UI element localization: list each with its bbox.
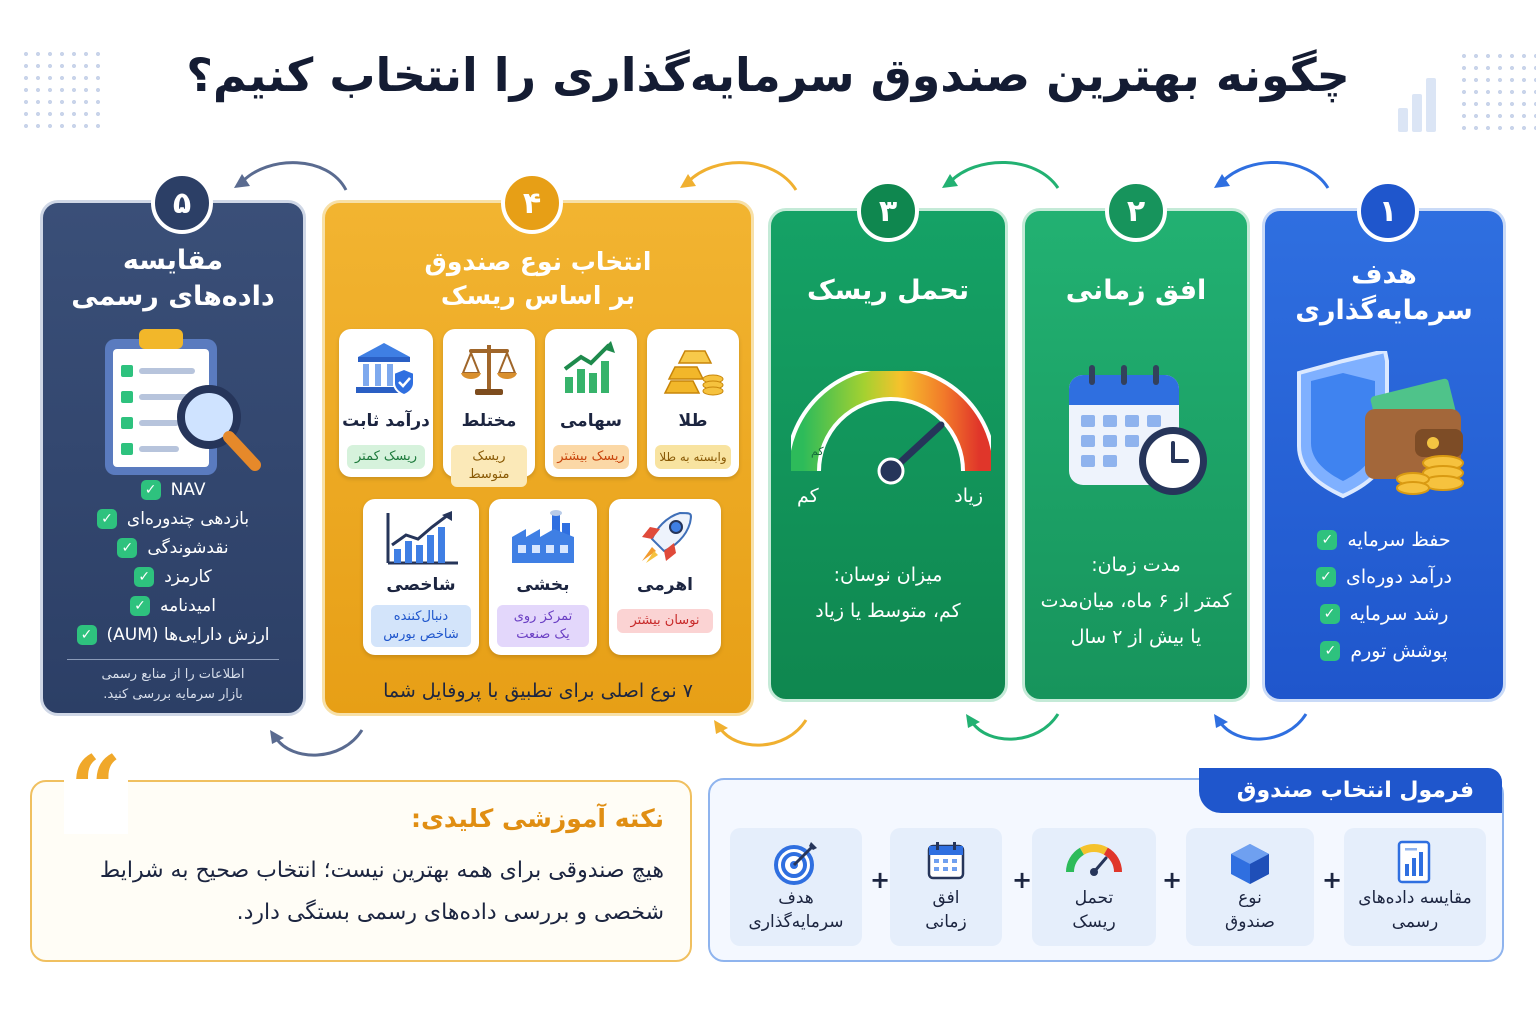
formula-item-goal	[730, 828, 862, 946]
list-item: رشد سرمایه ✓	[1265, 595, 1503, 632]
step-3-label: میزان نوسان:	[833, 564, 943, 586]
step-4-title: انتخاب نوع صندوق بر اساس ریسک	[424, 247, 652, 310]
fund-card-leveraged	[609, 499, 721, 655]
plus-sign: +	[1162, 866, 1183, 894]
page-title: چگونه بهترین صندوق سرمایه‌گذاری را انتخاب کنیم؟	[186, 48, 1350, 102]
fund-card-mixed	[443, 329, 535, 482]
fund-tag: ریسک بیشتر	[553, 445, 629, 469]
step-2-text: کمتر از ۶ ماه، میان‌مدت یا بیش از ۲ سال	[1040, 590, 1232, 648]
step-1-title: هدف سرمایه‌گذاری	[1295, 259, 1473, 326]
step-3-badge: ۳	[857, 180, 919, 242]
plus-sign: +	[870, 866, 891, 894]
fund-tag: تمرکز روی یک صنعت	[497, 605, 589, 647]
key-note-title: نکته آموزشی کلیدی:	[411, 804, 664, 833]
key-note-body: هیچ صندوقی برای همه بهترین نیست؛ انتخاب صحیح به شرایط شخصی و بررسی داده‌های رسمی بستگی دارد.	[99, 858, 664, 925]
clipboard-search-icon	[95, 325, 265, 479]
bank-shield-icon	[354, 339, 418, 397]
check-icon: ✓	[1316, 567, 1336, 587]
step-4-footer: ۷ نوع اصلی برای تطبیق با پروفایل شما	[383, 680, 693, 702]
fund-tag: ریسک متوسط	[451, 445, 527, 487]
formula-item-label: نوع صندوق	[1225, 888, 1275, 932]
step-2-card	[1022, 208, 1250, 702]
calendar-clock-icon	[1065, 361, 1215, 501]
rocket-icon	[634, 507, 696, 569]
fund-name: بخشی	[516, 575, 570, 595]
step-5-card	[40, 200, 306, 716]
formula-item-label: هدف سرمایه‌گذاری	[748, 888, 844, 932]
arrow-3-to-4-icon	[674, 150, 804, 200]
fund-card-index	[363, 499, 479, 655]
quote-icon: “	[64, 744, 128, 834]
plus-sign: +	[1012, 866, 1033, 894]
plus-sign: +	[1322, 866, 1343, 894]
check-icon: ✓	[77, 625, 97, 645]
check-icon: ✓	[97, 509, 117, 529]
step-2-title: افق زمانی	[1065, 275, 1207, 306]
step-2-label: مدت زمان:	[1091, 554, 1181, 576]
step-3-card	[768, 208, 1008, 702]
cube-icon	[1227, 840, 1273, 886]
fund-card-equity	[545, 329, 637, 477]
list-item: امیدنامه ✓	[43, 591, 303, 620]
arrow-bottom-3-icon	[706, 712, 816, 752]
step-4-badge: ۴	[501, 172, 563, 234]
fund-tag: وابسته به طلا	[655, 445, 731, 469]
list-item: ارزش دارایی‌ها (AUM) ✓	[43, 620, 303, 649]
check-icon: ✓	[1320, 641, 1340, 661]
step-1-badge: ۱	[1357, 180, 1419, 242]
fund-card-gold	[647, 329, 739, 477]
target-icon	[773, 840, 819, 886]
arrow-1-to-2-icon	[1208, 150, 1338, 200]
fund-tag: ریسک کمتر	[347, 445, 425, 469]
factory-icon	[508, 509, 578, 567]
scale-icon	[457, 339, 521, 397]
formula-item-label: افق زمانی	[925, 888, 967, 932]
fund-name: درآمد ثابت	[342, 411, 430, 431]
step-1-card	[1262, 208, 1506, 702]
formula-item-horizon	[890, 828, 1002, 946]
list-item: کارمزد ✓	[43, 562, 303, 591]
divider	[67, 659, 279, 660]
step-5-note: اطلاعات را از منابع رسمی بازار سرمایه بررسی کنید.	[101, 667, 245, 702]
step-5-checklist	[43, 475, 303, 649]
fund-name: شاخصی	[386, 575, 456, 595]
index-chart-icon	[382, 509, 460, 567]
fund-card-fixed-income	[339, 329, 433, 477]
step-2-badge: ۲	[1105, 180, 1167, 242]
fund-name: اهرمی	[637, 575, 693, 595]
check-icon: ✓	[130, 596, 150, 616]
formula-item-risk	[1032, 828, 1156, 946]
arrow-4-to-5-icon	[228, 150, 358, 200]
fund-name: طلا	[678, 411, 708, 431]
fund-tag: دنبال‌کننده شاخص بورس	[371, 605, 471, 647]
check-icon: ✓	[134, 567, 154, 587]
check-icon: ✓	[141, 480, 161, 500]
risk-gauge-icon	[791, 371, 991, 491]
fund-name: مختلط	[461, 411, 517, 431]
check-icon: ✓	[117, 538, 137, 558]
step-1-checklist	[1265, 521, 1503, 669]
list-item: درآمد دوره‌ای ✓	[1265, 558, 1503, 595]
step-3-text: کم، متوسط یا زیاد	[815, 600, 961, 622]
calendar-icon	[926, 840, 966, 880]
arrow-bottom-1-icon	[1206, 706, 1316, 746]
list-item: NAV ✓	[43, 475, 303, 504]
growth-chart-icon	[559, 339, 623, 397]
arrow-bottom-4-icon	[262, 722, 372, 762]
formula-item-official-data	[1344, 828, 1486, 946]
gauge-low-label: کم	[797, 485, 819, 507]
check-icon: ✓	[1317, 530, 1337, 550]
list-item: نقدشوندگی ✓	[43, 533, 303, 562]
fund-card-sector	[489, 499, 597, 655]
formula-item-fund-type	[1186, 828, 1314, 946]
formula-item-label: مقایسه داده‌های رسمی	[1358, 888, 1472, 932]
step-5-badge: ۵	[151, 172, 213, 234]
list-item: بازدهی چندوره‌ای ✓	[43, 504, 303, 533]
wallet-shield-icon	[1295, 351, 1479, 501]
arrow-bottom-2-icon	[958, 706, 1068, 746]
fund-name: سهامی	[559, 411, 623, 431]
report-icon	[1395, 840, 1435, 884]
step-4-card	[322, 200, 754, 716]
gauge-icon	[1064, 840, 1124, 876]
list-item: پوشش تورم ✓	[1265, 632, 1503, 669]
gauge-high-label: زیاد	[954, 485, 983, 507]
check-icon: ✓	[1320, 604, 1340, 624]
gold-bars-icon	[661, 339, 725, 397]
step-3-title: تحمل ریسک	[807, 275, 969, 306]
step-5-title: مقایسه داده‌های رسمی	[71, 245, 275, 312]
arrow-2-to-3-icon	[936, 150, 1066, 200]
formula-item-label: تحمل ریسک	[1072, 888, 1116, 932]
list-item: حفظ سرمایه ✓	[1265, 521, 1503, 558]
key-note-box	[30, 780, 692, 962]
fund-tag: نوسان بیشتر	[617, 609, 713, 633]
gauge-inner-label: کم	[811, 445, 824, 458]
formula-box	[708, 778, 1504, 962]
formula-title: فرمول انتخاب صندوق	[1199, 768, 1502, 813]
